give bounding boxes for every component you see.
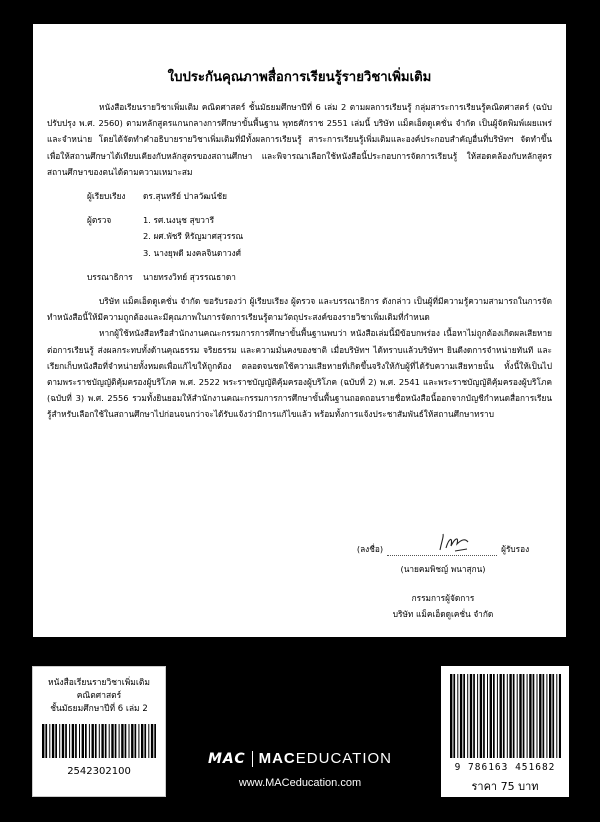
signer-company: บริษัท แม็คเอ็ดดูเคชั่น จำกัด: [392, 609, 494, 619]
book-code: 2542302100: [67, 766, 131, 777]
handwritten-signature: [437, 532, 471, 554]
liability-paragraph: หากผู้ใช้หนังสือหรือสำนักงานคณะกรรมการการศึกษาขั้นพื้นฐานพบว่า หนังสือเล่มนี้มีข้อบกพร่อง เนื้อหาไม่ถูกต้องเกิดผลเสียหายต่อการเรียนรู้ ส่งผลกระทบทั้งด้านคุณธรรม จริยธรรม และความมั่นคงของชาติ เมื่อบริษัทฯ ได้ทราบแล้วบริษัทฯ ยินดีงดการจำหน่ายทันที และเรียกเก็บหนังสือที่จำหน่ายทั้งหมดเพื่อแก้ไขให้ถูกต้อง ตลอดจนชดใช้ความเสียหายที่เกิดขึ้นจริงให้กับผู้ที่ได้รับความเสียหายนั้น ทั้งนี้ให้เป็นไปตามพระราชบัญญัติคุ้มครองผู้บริโภค พ.ศ. 2522 พระราชบัญญัติคุ้มครองผู้บริโภค (ฉบับที่ 2) พ.ศ. 2541 และพระราชบัญญัติคุ้มครองผู้บริโภค (ฉบับที่ 3) พ.ศ. 2556 รวมทั้งยินยอมให้สำนักงานคณะกรรมการการศึกษาขั้นพื้นฐานถอดถอนรายชื่อหนังสือนี้ออกจากบัญชีกำหนดสื่อการเรียนรู้สำหรับเลือกใช้ในสถานศึกษาไปก่อนจนกว่าจะได้รับแจ้งว่ามีการแก้ไขแล้ว พร้อมทั้งการแจ้งประชาสัมพันธ์ให้สถานศึกษาทราบ: [47, 328, 552, 420]
book-label-line2: คณิตศาสตร์: [76, 691, 122, 701]
credits-block: [47, 188, 552, 285]
intro-paragraph: หนังสือเรียนรายวิชาเพิ่มเติม คณิตศาสตร์ ชั้นมัธยมศึกษาปีที่ 6 เล่ม 2 ตามผลการเรียนรู้ กลุ่มสาระการเรียนรู้คณิตศาสตร์ (ฉบับปรับปรุง พ.ศ. 2560) ตามหลักสูตรแกนกลางการศึกษาขั้นพื้นฐาน พุทธศักราช 2551 เล่มนี้ บริษัท แม็คเอ็ดดูเคชั่น จำกัด เป็นผู้จัดพิมพ์เผยแพร่ และจำหน่าย โดยได้จัดทำคำอธิบายรายวิชาเพิ่มเติมที่มีทั้งผลการเรียนรู้ สาระการเรียนรู้เพิ่มเติมและองค์ประกอบสำคัญอื่นที่บริษัทฯ จัดทำขึ้น เพื่อให้สถานศึกษาได้เทียบเคียงกับหลักสูตรของสถานศึกษา และพิจารณาเลือกใช้หนังสือนี้ประกอบการจัดการเรียนรู้ ให้สอดคล้องกับหลักสูตรสถานศึกษาของตนได้ตามความเหมาะสม: [47, 102, 552, 177]
author-row: [47, 188, 552, 204]
editor-label: บรรณาธิการ: [87, 271, 133, 282]
publisher-logo-area: [190, 750, 410, 789]
book-label-line3: ชั้นมัธยมศึกษาปีที่ 6 เล่ม 2: [50, 704, 148, 714]
reviewer-label: ผู้ตรวจ: [87, 215, 112, 226]
mac-logo-icon: MAC: [207, 750, 246, 767]
publisher-logo: [190, 750, 410, 767]
guarantee-paragraph: บริษัท แม็คเอ็ดดูเคชั่น จำกัด ขอรับรองว่า ผู้เรียบเรียง ผู้ตรวจ และบรรณาธิการ ดังกล่าว เป็นผู้ที่มีความรู้ความสามารถในการจัดทำหนังสือนี้ให้มีความถูกต้องและมีคุณภาพในการจัดการเรียนรู้ตามวัตถุประสงค์ของรายวิชาเพิ่มเติมที่กำหนด: [47, 296, 552, 323]
reviewer-name: 1. รศ.นงนุช สุขวารี: [143, 215, 215, 226]
editor-name: นายทรงวิทย์ สุวรรณธาดา: [143, 271, 236, 282]
signature-line: [387, 544, 497, 556]
logo-divider: [252, 751, 253, 767]
isbn-box: [441, 666, 569, 797]
sign-prefix: (ลงชื่อ): [356, 544, 384, 554]
isbn-number: 9 786163 451682: [454, 762, 556, 773]
signer-name: (นายคมพิชญ์ พนาสุกน): [400, 564, 486, 574]
publisher-name-bold: MAC: [258, 750, 296, 767]
certificate-panel: [33, 24, 566, 637]
publisher-name-light: EDUCATION: [295, 750, 393, 767]
author-label: ผู้เรียบเรียง: [87, 191, 126, 202]
reviewer-name: 2. ผศ.พัชรี หิรัญมาศสุวรรณ: [143, 231, 244, 242]
book-label-line1: หนังสือเรียนรายวิชาเพิ่มเติม: [48, 678, 150, 688]
certificate-title: ใบประกันคุณภาพสื่อการเรียนรู้รายวิชาเพิ่มเติม: [167, 70, 432, 85]
publisher-website: www.MACeducation.com: [238, 777, 362, 789]
editor-row: [47, 269, 552, 285]
author-name: ดร.สุนทรีย์ ปาลวัฒน์ชัย: [143, 191, 227, 202]
signer-role: กรรมการผู้จัดการ: [411, 593, 475, 603]
book-label-box: [32, 666, 166, 797]
reviewer-name: 3. นางยุพดี มงคลจินดาวงศ์: [143, 247, 242, 258]
sign-suffix: ผู้รับรอง: [501, 544, 530, 554]
price-label: ราคา 75 บาท: [471, 780, 539, 793]
signature-block: [333, 534, 553, 622]
isbn-barcode: [449, 674, 561, 758]
reviewer-row: [47, 212, 552, 261]
book-code-barcode: [41, 724, 157, 758]
